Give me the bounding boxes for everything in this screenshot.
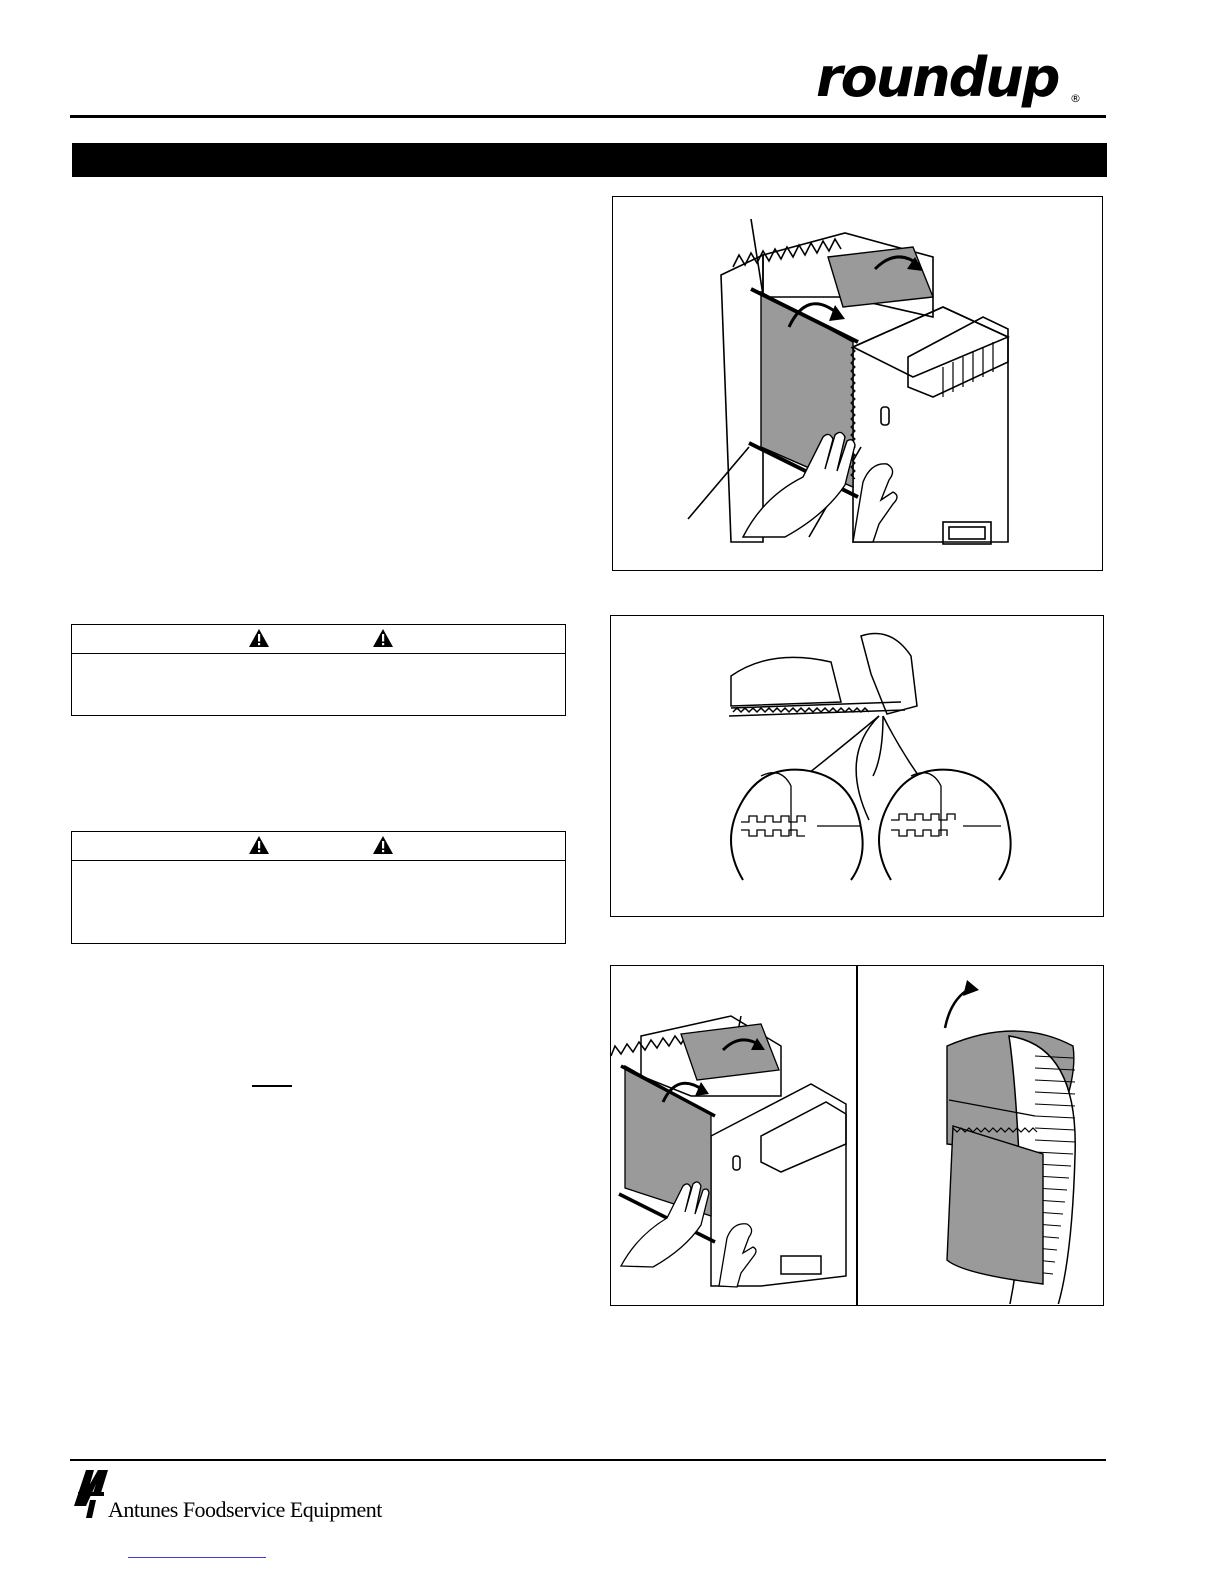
footer-rule <box>70 1459 1106 1461</box>
section-title-bar <box>72 143 1107 177</box>
figure-1-illustration <box>613 197 1101 569</box>
figure-2-illustration <box>611 616 1102 915</box>
text-underline-mark <box>252 1085 292 1087</box>
header-rule <box>70 115 1106 118</box>
figure-3-left-illustration <box>611 966 855 1304</box>
footer-link-underline[interactable] <box>128 1557 266 1558</box>
brand-wordmark: roundup <box>816 52 1059 109</box>
warning-header <box>72 832 565 861</box>
warning-triangle-icon <box>248 628 270 648</box>
header-logo <box>812 52 1112 110</box>
roundup-logo <box>812 52 1112 110</box>
warning-box-2 <box>71 831 566 944</box>
footer-logo <box>72 1466 112 1522</box>
figure-3 <box>610 965 1104 1306</box>
figure-3-divider <box>856 966 858 1306</box>
warning-box-1 <box>71 624 566 716</box>
figure-1 <box>612 196 1103 571</box>
warning-triangle-icon <box>248 835 270 855</box>
figure-3-right-illustration <box>859 966 1103 1304</box>
registered-mark: ® <box>1070 92 1081 105</box>
figure-2 <box>610 615 1104 917</box>
footer-company-name: Antunes Foodservice Equipment <box>108 1497 382 1522</box>
warning-triangle-icon <box>372 628 394 648</box>
antunes-logo-icon <box>72 1466 112 1522</box>
warning-header <box>72 625 565 654</box>
warning-triangle-icon <box>372 835 394 855</box>
